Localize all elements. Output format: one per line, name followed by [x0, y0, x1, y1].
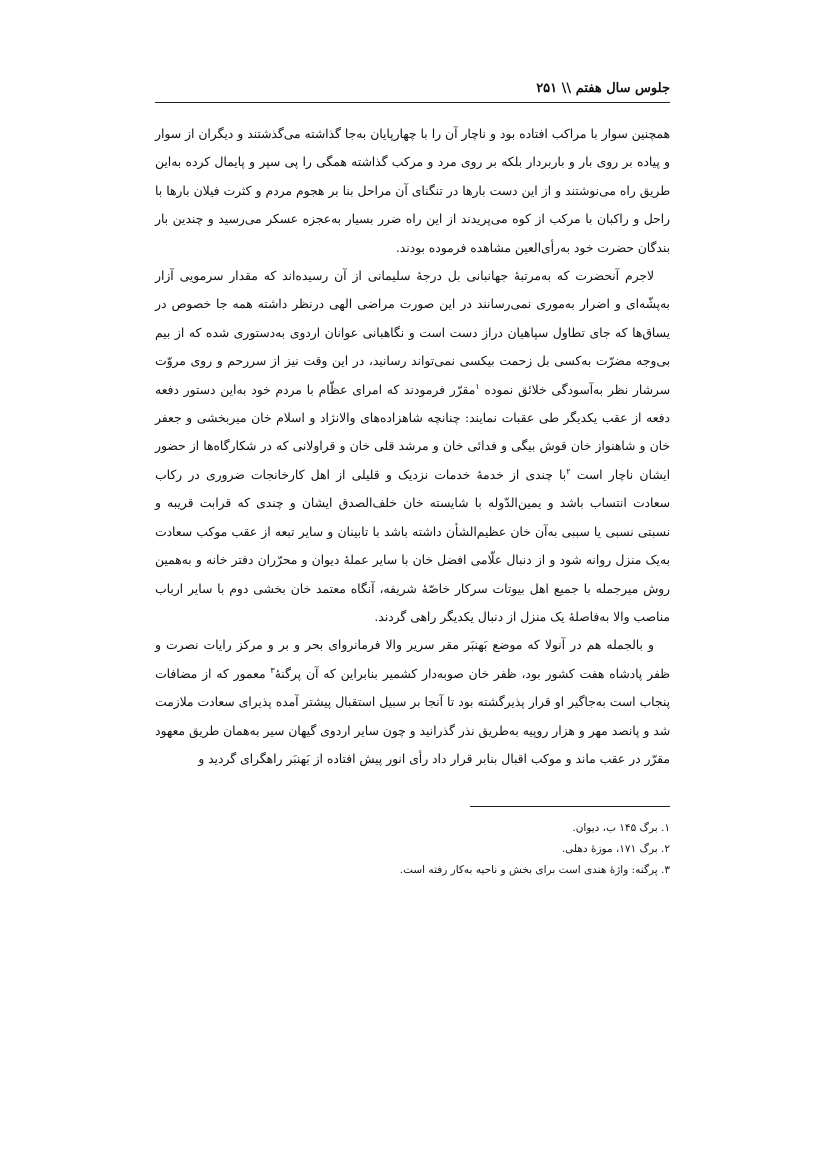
paragraph-2	[155, 262, 670, 631]
paragraph-3	[155, 631, 670, 773]
footnotes	[300, 818, 670, 881]
paragraph-2-part-3: با چندی از خدمهٔ خدمات نزدیک و قلیلی از اهل کارخانجات ضروری در رکاب سعادت انتساب باشد و یمین‌الدّوله با شایسته خان خلف‌الصدق ایشان و چندی که قرابت قریبه و نسبتی نسبی یا سببی به‌آن خان عظیم‌الشأن داشته باشد با تابینان و سایر تبعه از عقب موکب سعادت به‌یک منزل روانه شود و از دنبال علّامی افضل خان با سایر عملهٔ دیوان و محرّران دفتر خانه و به‌همین روش میرجمله با جمیع اهل بیوتات سرکار خاصّهٔ شریفه، آنگاه معتمد خان بخشی دوم با سایر ارباب مناصب والا به‌فاصلهٔ یک منزل از دنبال یکدیگر راهی گردند.	[155, 467, 670, 624]
footnote-1: ۱. برگ ۱۴۵ ب، دیوان.	[572, 822, 670, 834]
paragraph-1: همچنین سوار با مراکب افتاده بود و ناچار آن را با چهارپایان به‌جا گذاشته می‌گذشتند و دیگران از سوار و پیاده بر روی بار و باربردار بلکه بر روی مرد و مرکب گذاشته همگی را پی سپر و پایمال کرده به‌این طریق راه می‌نوشتند و از این دست بارها در تنگنای آن مراحل بنا بر هجوم مردم و کثرت فیلان بارها با راحل و راکبان با مرکب از کوه می‌پریدند از این راه ضرر بسیار به‌عجزه عسکر می‌رسید و چندین بار بندگان حضرت خود به‌رأی‌العین مشاهده فرموده بودند.	[155, 127, 670, 255]
paragraph-2-part-2: مقرّر فرمودند که امرای عظّام با مردم خود به‌این دستور دفعه دفعه از عقب یکدیگر طی عقبات نمایند: چنانچه شاهزاده‌های والانژاد و اسلام خان میربخشی و جعفر خان و شاهنواز خان قوش بیگی و فدائی خان و مرشد قلی خان و قراولانی که در شکارگاه‌ها از حضور ایشان ناچار است	[155, 382, 670, 482]
footnote-marker-3[interactable]: ۳	[270, 665, 275, 675]
running-header: جلوس سال هفتم \\ ۲۵۱	[536, 81, 670, 96]
footnote-divider	[470, 806, 670, 807]
header-divider	[155, 102, 670, 103]
main-text	[155, 120, 670, 773]
footnote-3: ۳. پرگنه: واژهٔ هندی است برای بخش و ناحیه به‌کار رفته است.	[399, 864, 670, 876]
footnote-marker-2[interactable]: ۲	[566, 466, 571, 476]
footnote-marker-1[interactable]: ۱	[475, 381, 480, 391]
footnote-2: ۲. برگ ۱۷۱، موزهٔ دهلی.	[561, 843, 670, 855]
paragraph-2-part-1: لاجرم آنحضرت که به‌مرتبهٔ جهانبانی بل درجهٔ سلیمانی از آن رسیده‌اند که مقدار سرمویی آزار به‌پشّه‌ای و اضرار به‌موری نمی‌رسانند در این صورت مراضی الهی درنظر داشته همه جا خصوص در یساق‌ها که جای تطاول سپاهیان دراز دست است و نگاهبانی عوانان اردوی به‌دستوری شده که از بیم بی‌وجه مضرّت به‌کسی بل زحمت بیکسی نمی‌تواند رسانید، در این وقت نیز از سررحم و روی مروّت سرشار نظر به‌آسودگی خلائق نموده	[155, 269, 670, 397]
paragraph-3-part-1: و بالجمله هم در آنولا که موضع بَهنبَر مقر سریر والا فرمانروای بحر و بر و مرکز رایات نصرت و ظفر پادشاه هفت کشور بود، ظفر خان صوبه‌دار کشمیر بنابراین که آن پرگنهٔ	[155, 638, 670, 681]
paragraph-3-part-2: معمور که از مضافات پنجاب است به‌جاگیر او قرار پذیرگشته بود تا آنجا بر سبیل استقبال پیشتر آمده پذیرای سعادت ملازمت شد و پانصد مهر و هزار روپیه به‌طریق نذر گذرانید و چون سایر اردوی گیهان سیر به‌همان طریق معهود مقرّر در عقب ماند و موکب اقبال بنابر قرار داد رأی انور پیش افتاده از بَهنبَر راهگرای گردید و	[155, 666, 670, 766]
